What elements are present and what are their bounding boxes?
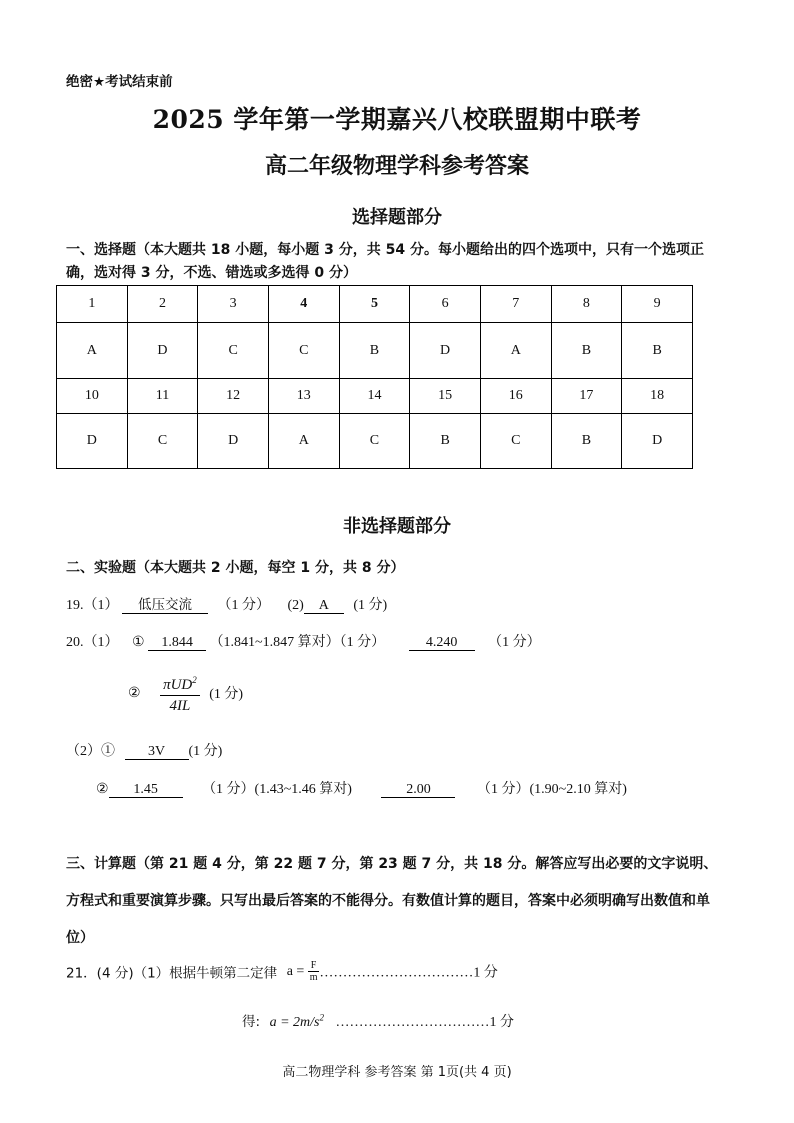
q19-answer-2: A [304,598,344,614]
answer-choice: D [198,414,269,469]
q20-circle-1: ① [132,635,145,650]
question-number: 17 [551,379,622,414]
q20-answer-5: 2.00 [381,782,455,798]
question-number: 4 [268,286,339,323]
answer-choice: C [339,414,410,469]
q20-points-2: （1 分） [488,635,541,650]
q21-result-value: a = 2m/s [269,1015,320,1030]
answer-choice: A [57,323,128,379]
question-number: 2 [127,286,198,323]
q21-dots-2: ……………………………1 分 [335,1015,514,1030]
q19-number: 19.（1） [66,598,119,613]
q20-line-2 [66,740,222,760]
q21-dots-1: ……………………………1 分 [319,965,498,981]
q20-line-3 [96,778,627,798]
question-number: 1 [57,286,128,323]
q20-note-1: （1.841~1.847 算对）（1 分） [209,635,386,650]
experiment-heading: 二、实验题（本大题共 2 小题，每空 1 分，共 8 分） [66,560,405,576]
answer-choice: D [410,323,481,379]
q19-points-2: (1 分) [353,598,388,613]
section-heading-multiple-choice: 选择题部分 [352,207,442,228]
answer-choice: A [480,323,551,379]
q20-circle-2: ② [128,685,141,701]
multiple-choice-instructions: 一、选择题（本大题共 18 小题，每小题 3 分，共 54 分。每小题给出的四个选项中，只有一个选项正确，选对得 3 分，不选、错选或多选得 0 分） [66,242,704,281]
q19-line [66,594,387,614]
answer-table-answer-row-2 [57,414,693,469]
answer-table-number-row-1 [57,286,693,323]
q19-points-1: （1 分） [217,598,270,613]
answer-choice: C [268,323,339,379]
q19-part2-label: (2) [287,598,304,613]
q20-answer-1: 1.844 [148,635,206,651]
q21-eq-left: a = [286,963,305,979]
answer-choice: C [198,323,269,379]
q19-answer-1: 低压交流 [122,598,208,614]
section-heading-non-choice: 非选择题部分 [343,516,451,537]
resistivity-formula [160,670,200,716]
formula-numerator: πUD [163,677,193,693]
answer-choice: B [622,323,693,379]
answer-table-answer-row-1 [57,323,693,379]
q20-answer-3: 3V [125,744,189,760]
q20-answer-4: 1.45 [109,782,183,798]
q21-result [269,1012,324,1030]
answer-choice: C [480,414,551,469]
answer-choice: D [622,414,693,469]
confidential-mark: 绝密★考试结束前 [66,74,173,90]
q20-part2-label: （2）① [66,744,115,759]
question-number: 12 [198,379,269,414]
answer-choice: D [127,323,198,379]
answer-choice: B [339,323,410,379]
question-number: 8 [551,286,622,323]
fraction-denominator: m [309,972,318,983]
question-number: 3 [198,286,269,323]
q21-result-exponent: 2 [319,1012,324,1023]
exam-title: 2025 学年第一学期嘉兴八校联盟期中联考 [152,105,642,134]
q21-line-2 [242,1010,514,1031]
formula-exponent: 2 [192,675,197,685]
question-number: 9 [622,286,693,323]
q20-line-1 [66,631,541,651]
q20-points-3: (1 分) [209,687,244,702]
q20-answer-2: 4.240 [409,635,475,651]
q20-formula-line [128,670,243,716]
answer-choice: B [410,414,481,469]
question-number: 13 [268,379,339,414]
q21-text-1: 21．(4 分)（1）根据牛顿第二定律 [66,965,278,982]
q20-number: 20.（1） [66,635,119,650]
newton-fraction [308,960,320,983]
question-number: 16 [480,379,551,414]
question-number: 7 [480,286,551,323]
answer-table-number-row-2 [57,379,693,414]
q21-text-2: 得: [242,1014,261,1030]
question-number: 14 [339,379,410,414]
question-number: 10 [57,379,128,414]
q20-note-5: （1 分）(1.90~2.10 算对) [476,782,627,797]
fraction-numerator: F [308,960,320,972]
question-number: 5 [339,286,410,323]
answer-choice: B [551,414,622,469]
answer-choice: A [268,414,339,469]
question-number: 11 [127,379,198,414]
answer-choice: D [57,414,128,469]
q21-line-1 [66,960,498,983]
q20-circle-3: ② [96,782,109,797]
question-number: 18 [622,379,693,414]
q20-points-4: (1 分) [188,744,223,759]
question-number: 6 [410,286,481,323]
q20-note-4: （1 分）(1.43~1.46 算对) [202,782,352,797]
exam-subtitle: 高二年级物理学科参考答案 [264,153,529,179]
formula-denominator: 4IL [169,698,191,714]
answer-table [56,285,693,469]
calculation-heading: 三、计算题（第 21 题 4 分，第 22 题 7 分，第 23 题 7 分，共 18 分。解答应写出必要的文字说明、方程式和重要演算步骤。只写出最后答案的不能得分。有数值计算的题目，答案中必须明确写出数值和单位） [66,856,718,946]
page-footer: 高二物理学科 参考答案 第 1页(共 4 页) [282,1065,512,1080]
question-number: 15 [410,379,481,414]
answer-choice: C [127,414,198,469]
answer-choice: B [551,323,622,379]
